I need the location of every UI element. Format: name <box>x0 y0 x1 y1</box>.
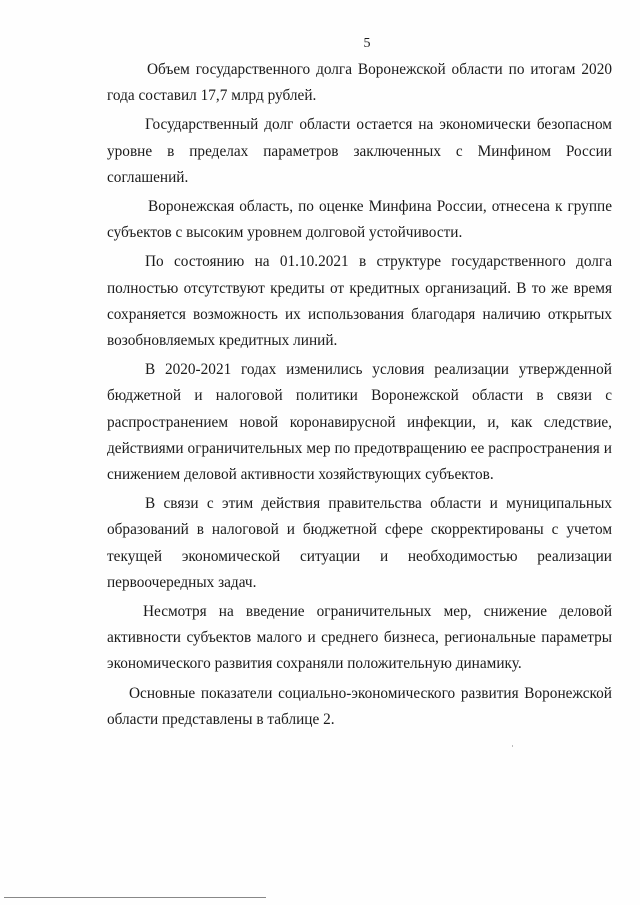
scan-speck <box>512 745 513 747</box>
paragraph-policy-conditions: В 2020-2021 годах изменились условия реализации утвержденной бюджетной и налоговой политики Воронежской области в связи с распространением новой коронавирусной инфекции, и, как следствие, действиями ограничительных мер по предотвращению ее распространения и снижением деловой активности хозяйствующих субъектов. <box>107 361 612 484</box>
paragraph-table-reference: Основные показатели социально-экономического развития Воронежской области представлены в таблице 2. <box>107 684 612 728</box>
paragraph-debt-safe-level: Государственный долг области остается на экономически безопасном уровне в пределах параметров заключенных с Минфином России соглашений. <box>107 116 612 186</box>
paragraph-economic-dynamics: Несмотря на введение ограничительных мер, снижение деловой активности субъектов малого и среднего бизнеса, региональные параметры экономического развития сохраняли положительную динамику. <box>107 603 612 673</box>
paragraph-debt-structure: По состоянию на 01.10.2021 в структуре государственного долга полностью отсутствуют кредиты от кредитных организаций. В то же время сохраняется возможность их использования благодаря наличию открытых возобновляемых кредитных линий. <box>107 253 612 350</box>
paragraph-debt-volume: Объем государственного долга Воронежской области по итогам 2020 года составил 17,7 млрд рублей. <box>107 61 612 105</box>
page-number: 5 <box>363 36 371 51</box>
footer-line <box>4 897 266 898</box>
paragraph-government-actions: В связи с этим действия правительства области и муниципальных образований в налоговой и бюджетной сфере скорректированы с учетом текущей экономической ситуации и необходимостью реализации первоочередных задач. <box>107 495 612 591</box>
paragraph-debt-sustainability: Воронежская область, по оценке Минфина России, отнесена к группе субъектов с высоким уровнем долговой устойчивости. <box>107 198 612 242</box>
document-body <box>107 57 612 736</box>
